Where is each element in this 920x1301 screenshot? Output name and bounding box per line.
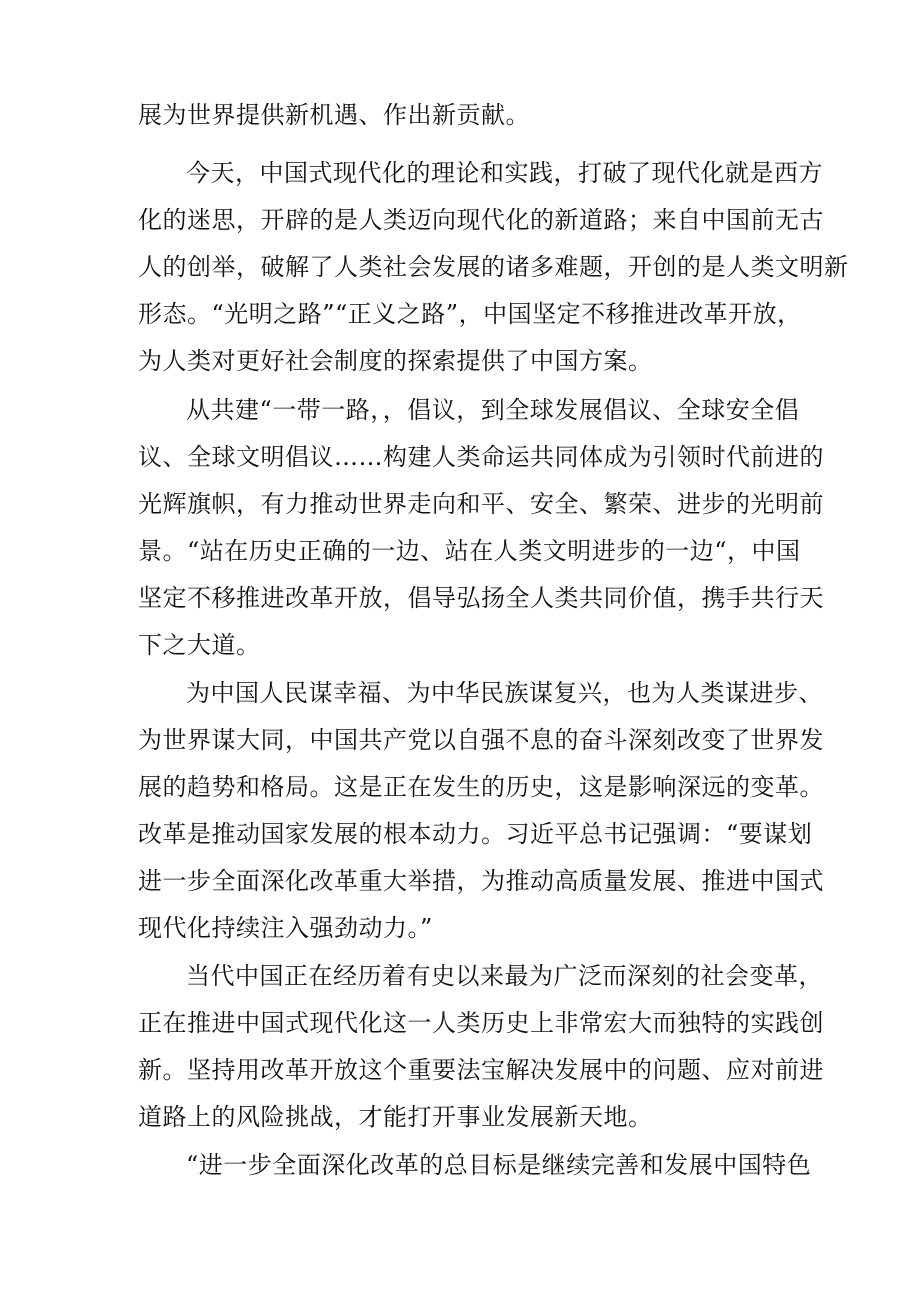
paragraph-line: 下之大道。 bbox=[138, 631, 261, 659]
paragraph-6 bbox=[138, 1142, 812, 1189]
paragraph-line: 现代化持续注入强劲动力。” bbox=[138, 914, 433, 942]
paragraph-line: 道路上的风险挑战，才能打开事业发展新天地。 bbox=[138, 1103, 653, 1131]
paragraph-line: 展的趋势和格局。这是正在发生的历史，这是影响深远的变革。 bbox=[138, 773, 824, 801]
paragraph-line: 当代中国正在经历着有史以来最为广泛而深刻的社会变革， bbox=[186, 962, 823, 990]
paragraph-line: 为世界谋大同，中国共产党以自强不息的奋斗深刻改变了世界发 bbox=[138, 726, 824, 754]
paragraph-1 bbox=[138, 92, 794, 139]
paragraph-line: 景。“站在历史正确的一边、站在人类文明进步的一边“，中国 bbox=[138, 537, 801, 565]
paragraph-line: 新。坚持用改革开放这个重要法宝解决发展中的问题、应对前进 bbox=[138, 1056, 824, 1084]
paragraph-line: 展为世界提供新机遇、作出新贡献。 bbox=[138, 101, 530, 129]
paragraph-5 bbox=[138, 953, 824, 1141]
paragraph-line: 从共建“一带一路，，倡议，到全球发展倡议、全球安全倡 bbox=[186, 396, 800, 424]
paragraph-line: “进一步全面深化改革的总目标是继续完善和发展中国特色 bbox=[186, 1151, 812, 1179]
paragraph-4 bbox=[138, 670, 824, 952]
paragraph-line: 形态。“光明之路”“正义之路”，中国坚定不移推进改革开放， bbox=[138, 300, 802, 328]
paragraph-2 bbox=[138, 150, 849, 385]
paragraph-line: 为人类对更好社会制度的探索提供了中国方案。 bbox=[138, 347, 653, 375]
paragraph-line: 进一步全面深化改革重大举措，为推动高质量发展、推进中国式 bbox=[138, 867, 824, 895]
paragraph-line: 正在推进中国式现代化这一人类历史上非常宏大而独特的实践创 bbox=[138, 1009, 824, 1037]
paragraph-3 bbox=[138, 387, 824, 669]
paragraph-line: 今天，中国式现代化的理论和实践，打破了现代化就是西方 bbox=[186, 159, 823, 187]
paragraph-line: 化的迷思，开辟的是人类迈向现代化的新道路；来自中国前无古 bbox=[138, 206, 824, 234]
paragraph-line: 为中国人民谋幸福、为中华民族谋复兴，也为人类谋进步、 bbox=[186, 679, 823, 707]
paragraph-line: 改革是推动国家发展的根本动力。习近平总书记强调：“要谋划 bbox=[138, 820, 813, 848]
paragraph-line: 议、全球文明倡议……构建人类命运共同体成为引领时代前进的 bbox=[138, 443, 824, 471]
paragraph-line: 坚定不移推进改革开放，倡导弘扬全人类共同价值，携手共行天 bbox=[138, 584, 824, 612]
paragraph-line: 人的创举，破解了人类社会发展的诸多难题，开创的是人类文明新 bbox=[138, 253, 849, 281]
paragraph-line: 光辉旗帜，有力推动世界走向和平、安全、繁荣、进步的光明前 bbox=[138, 490, 824, 518]
